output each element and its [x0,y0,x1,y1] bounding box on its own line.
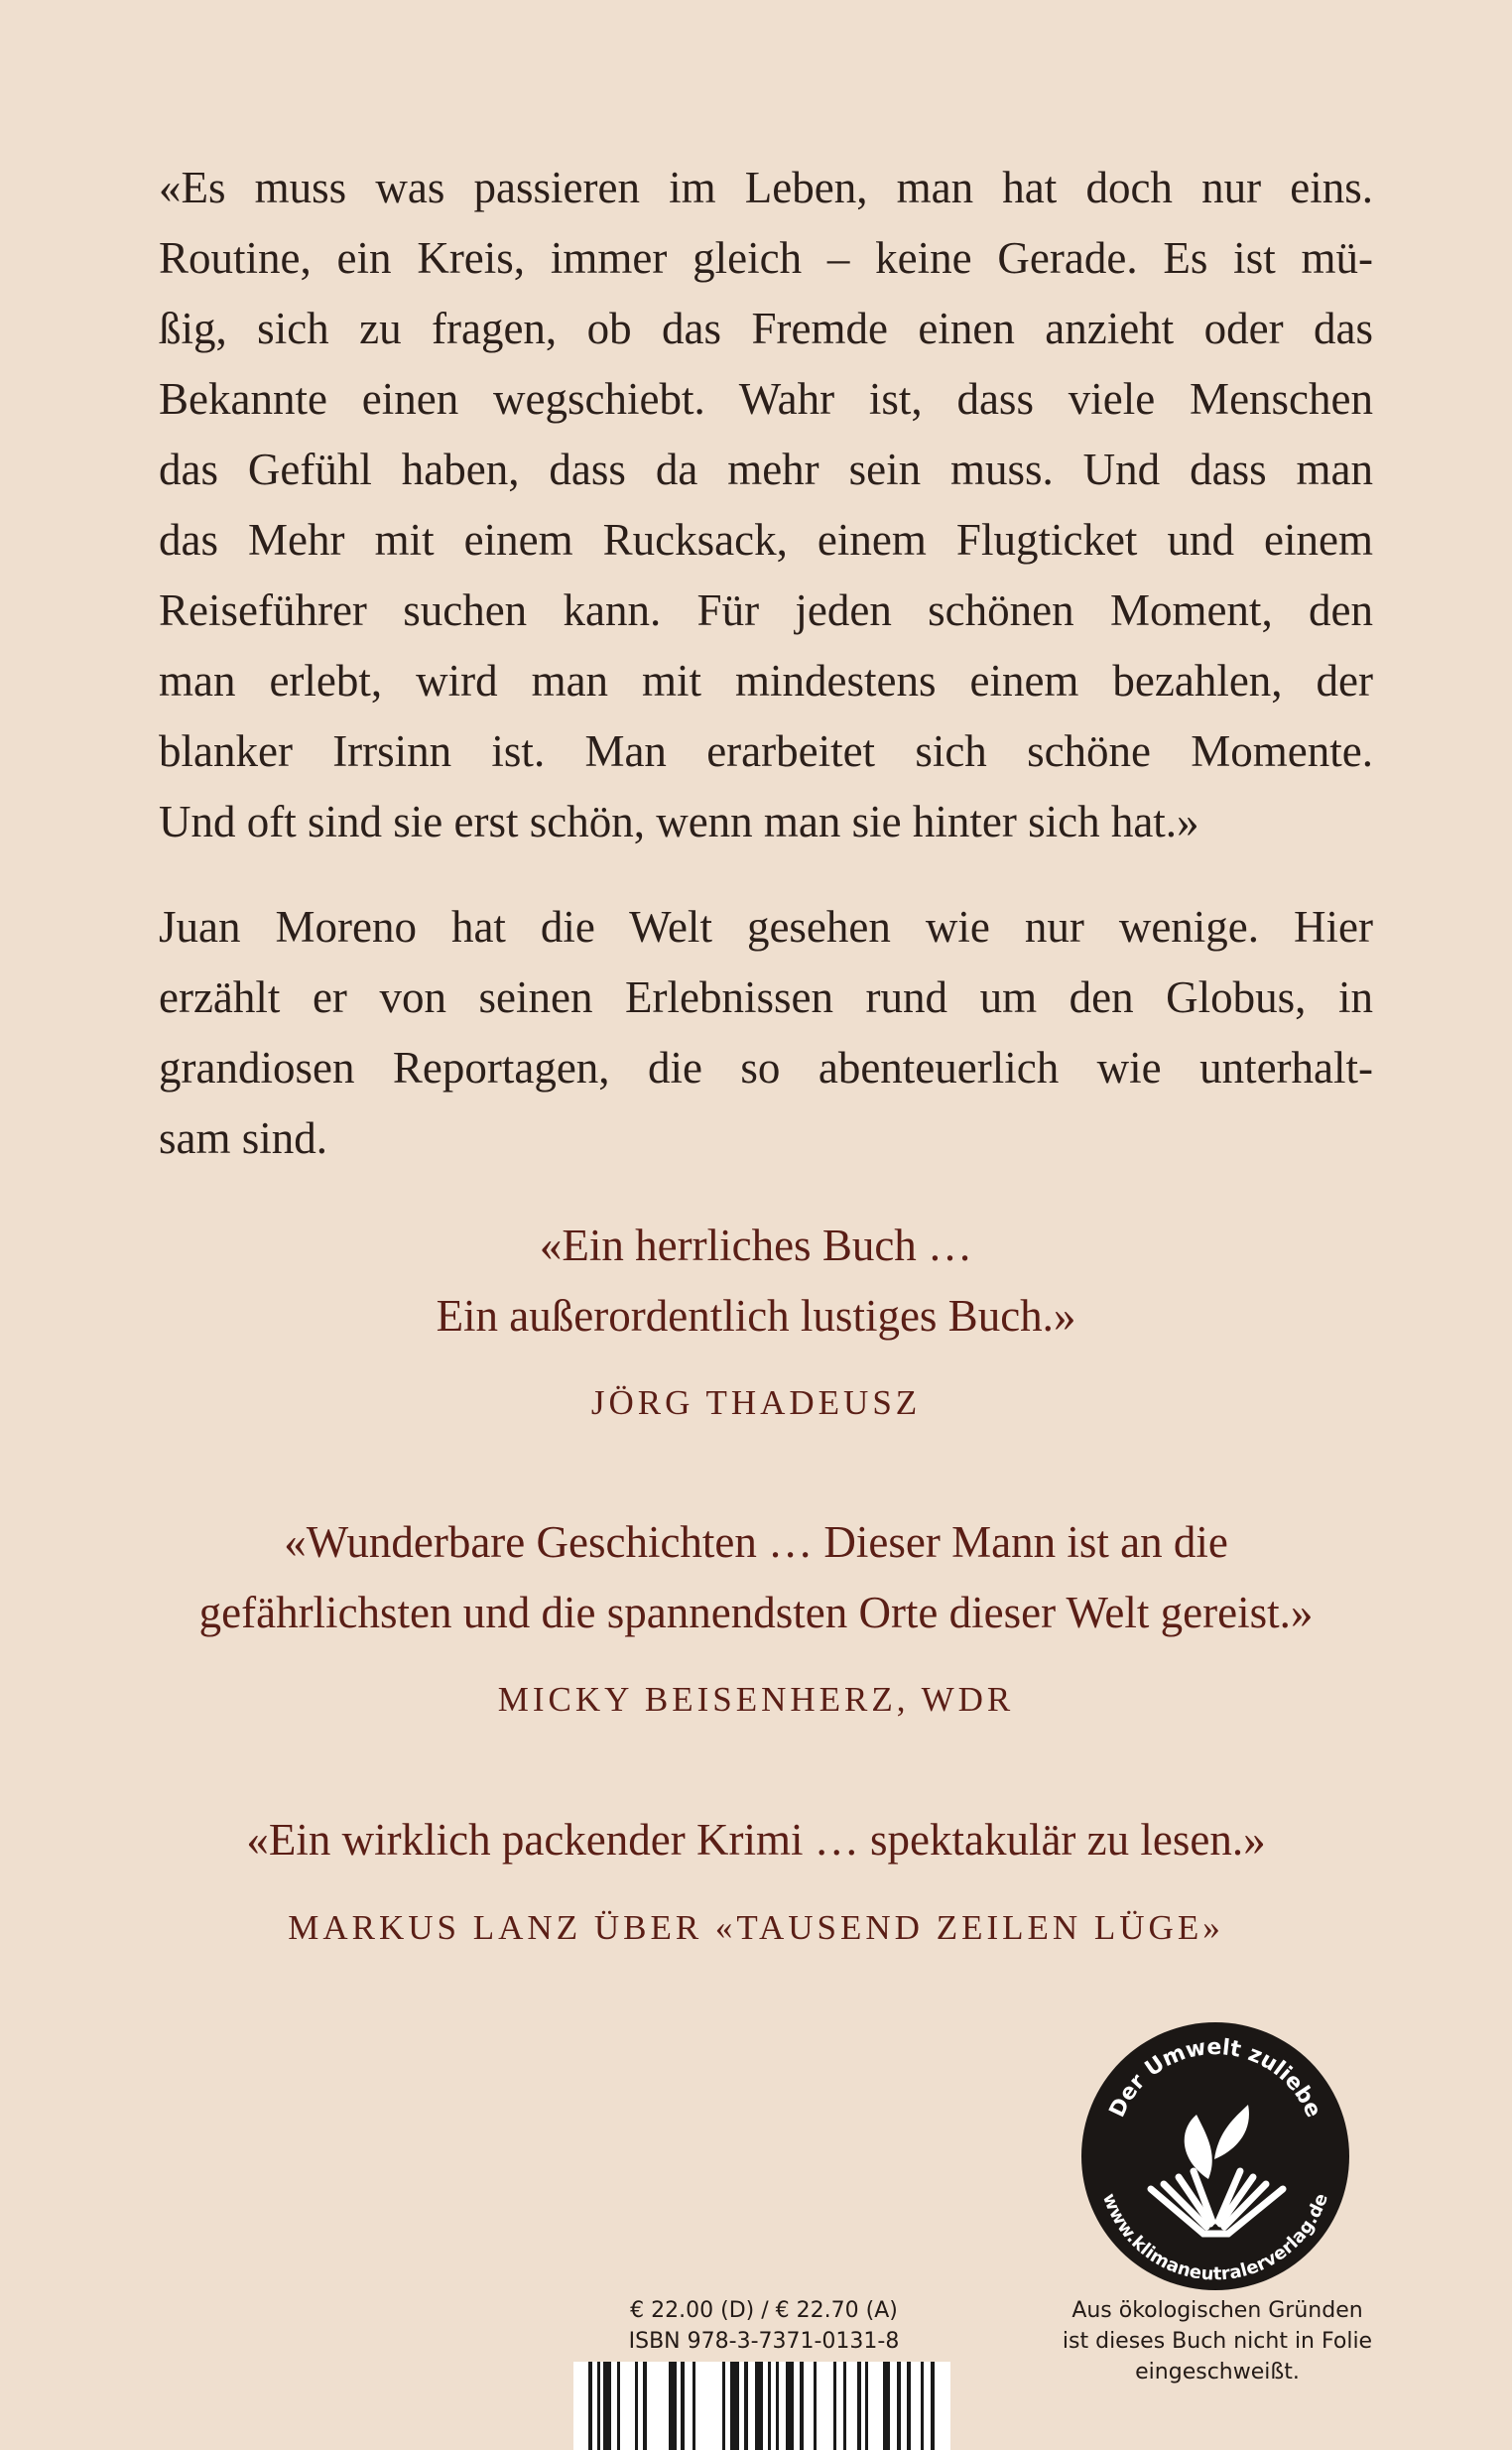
barcode-bar [833,2362,836,2450]
barcode-bar [921,2362,924,2450]
review-line: «Ein herrliches Buch … [539,1221,973,1270]
price: € 22.00 (D) / € 22.70 (A) [630,2298,898,2323]
blurb-line: blanker Irrsinn ist. Man erarbeitet sich schöne Momente. [159,726,1373,776]
description-line: grandiosen Reportagen, die so abenteuerlich wie unterhalt- [159,1043,1373,1093]
review-quote [0,1211,1512,1352]
barcode-bar [907,2362,911,2450]
barcode-bar [744,2362,748,2450]
barcode-bar [588,2362,592,2450]
description-line: sam sind. [159,1113,328,1163]
blurb-line: das Gefühl haben, dass da mehr sein muss. Und dass man [159,445,1373,494]
review-line: «Ein wirklich packender Krimi … spektakulär zu lesen.» [246,1815,1266,1865]
price-info [556,2295,972,2357]
blurb-line: ßig, sich zu fragen, ob das Fremde einen anzieht oder das [159,304,1373,353]
barcode-bar [669,2362,677,2450]
barcode-bar [883,2362,890,2450]
barcode-bar [857,2362,861,2450]
blurb-line: Reiseführer suchen kann. Für jeden schönen Moment, den [159,585,1373,635]
barcode-bar [800,2362,804,2450]
blurb-line: das Mehr mit einem Rucksack, einem Flugticket und einem [159,515,1373,565]
review-line: Ein außerordentlich lustiges Buch.» [436,1291,1076,1341]
blurb-line: Routine, ein Kreis, immer gleich – keine Gerade. Es ist mü- [159,233,1373,283]
review-author: MICKY BEISENHERZ, WDR [497,1680,1015,1719]
barcode-bar [814,2362,817,2450]
isbn: ISBN 978-3-7371-0131-8 [628,2329,900,2354]
description-line: Juan Moreno hat die Welt gesehen wie nur wenige. Hier [159,902,1373,952]
barcode-bar [693,2362,695,2450]
barcode-bar [776,2362,779,2450]
eco-note-line: ist dieses Buch nicht in Folie [1062,2329,1373,2354]
barcode-bar [865,2362,868,2450]
review-quote [0,1805,1512,1875]
review-line: gefährlichsten und die spannendsten Orte dieser Welt gereist.» [198,1588,1314,1637]
barcode-bar [603,2362,611,2450]
barcode-bar [617,2362,620,2450]
barcode-bar [635,2362,638,2450]
barcode-bar [897,2362,901,2450]
barcode [573,2362,950,2450]
barcode-bar [681,2362,685,2450]
review-author: MARKUS LANZ ÜBER «TAUSEND ZEILEN LÜGE» [288,1908,1224,1947]
barcode-bar [786,2362,794,2450]
blurb-line: Bekannte einen wegschiebt. Wahr ist, dass viele Menschen [159,374,1373,424]
eco-note-line: eingeschweißt. [1135,2360,1300,2385]
eco-note [1042,2295,1393,2387]
book-description [159,892,1373,1174]
barcode-bar [755,2362,763,2450]
review-quote [0,1507,1512,1648]
barcode-bar [643,2362,647,2450]
description-line: erzählt er von seinen Erlebnissen rund um den Globus, in [159,972,1373,1022]
blurb-line: Und oft sind sie erst schön, wenn man sie hinter sich hat.» [159,797,1199,846]
eco-note-line: Aus ökologischen Gründen [1071,2298,1363,2323]
review-line: «Wunderbare Geschichten … Dieser Mann ist an die [284,1517,1228,1567]
barcode-bar [730,2362,739,2450]
blurb-line: man erlebt, wird man mit mindestens einem bezahlen, der [159,656,1373,706]
review-author: JÖRG THADEUSZ [590,1383,922,1422]
barcode-bar [768,2362,771,2450]
badge-top-text: Der Umwelt zuliebe [1104,2035,1326,2122]
barcode-bar [931,2362,935,2450]
barcode-bar [843,2362,846,2450]
badge-bottom-text: www.klimaneutralerverlag.de [1097,2190,1332,2285]
eco-badge-logo [1079,2020,1351,2292]
blurb-line: «Es muss was passieren im Leben, man hat doch nur eins. [159,163,1373,212]
barcode-bar [597,2362,600,2450]
blurb-quote [159,153,1373,857]
barcode-bar [722,2362,725,2450]
